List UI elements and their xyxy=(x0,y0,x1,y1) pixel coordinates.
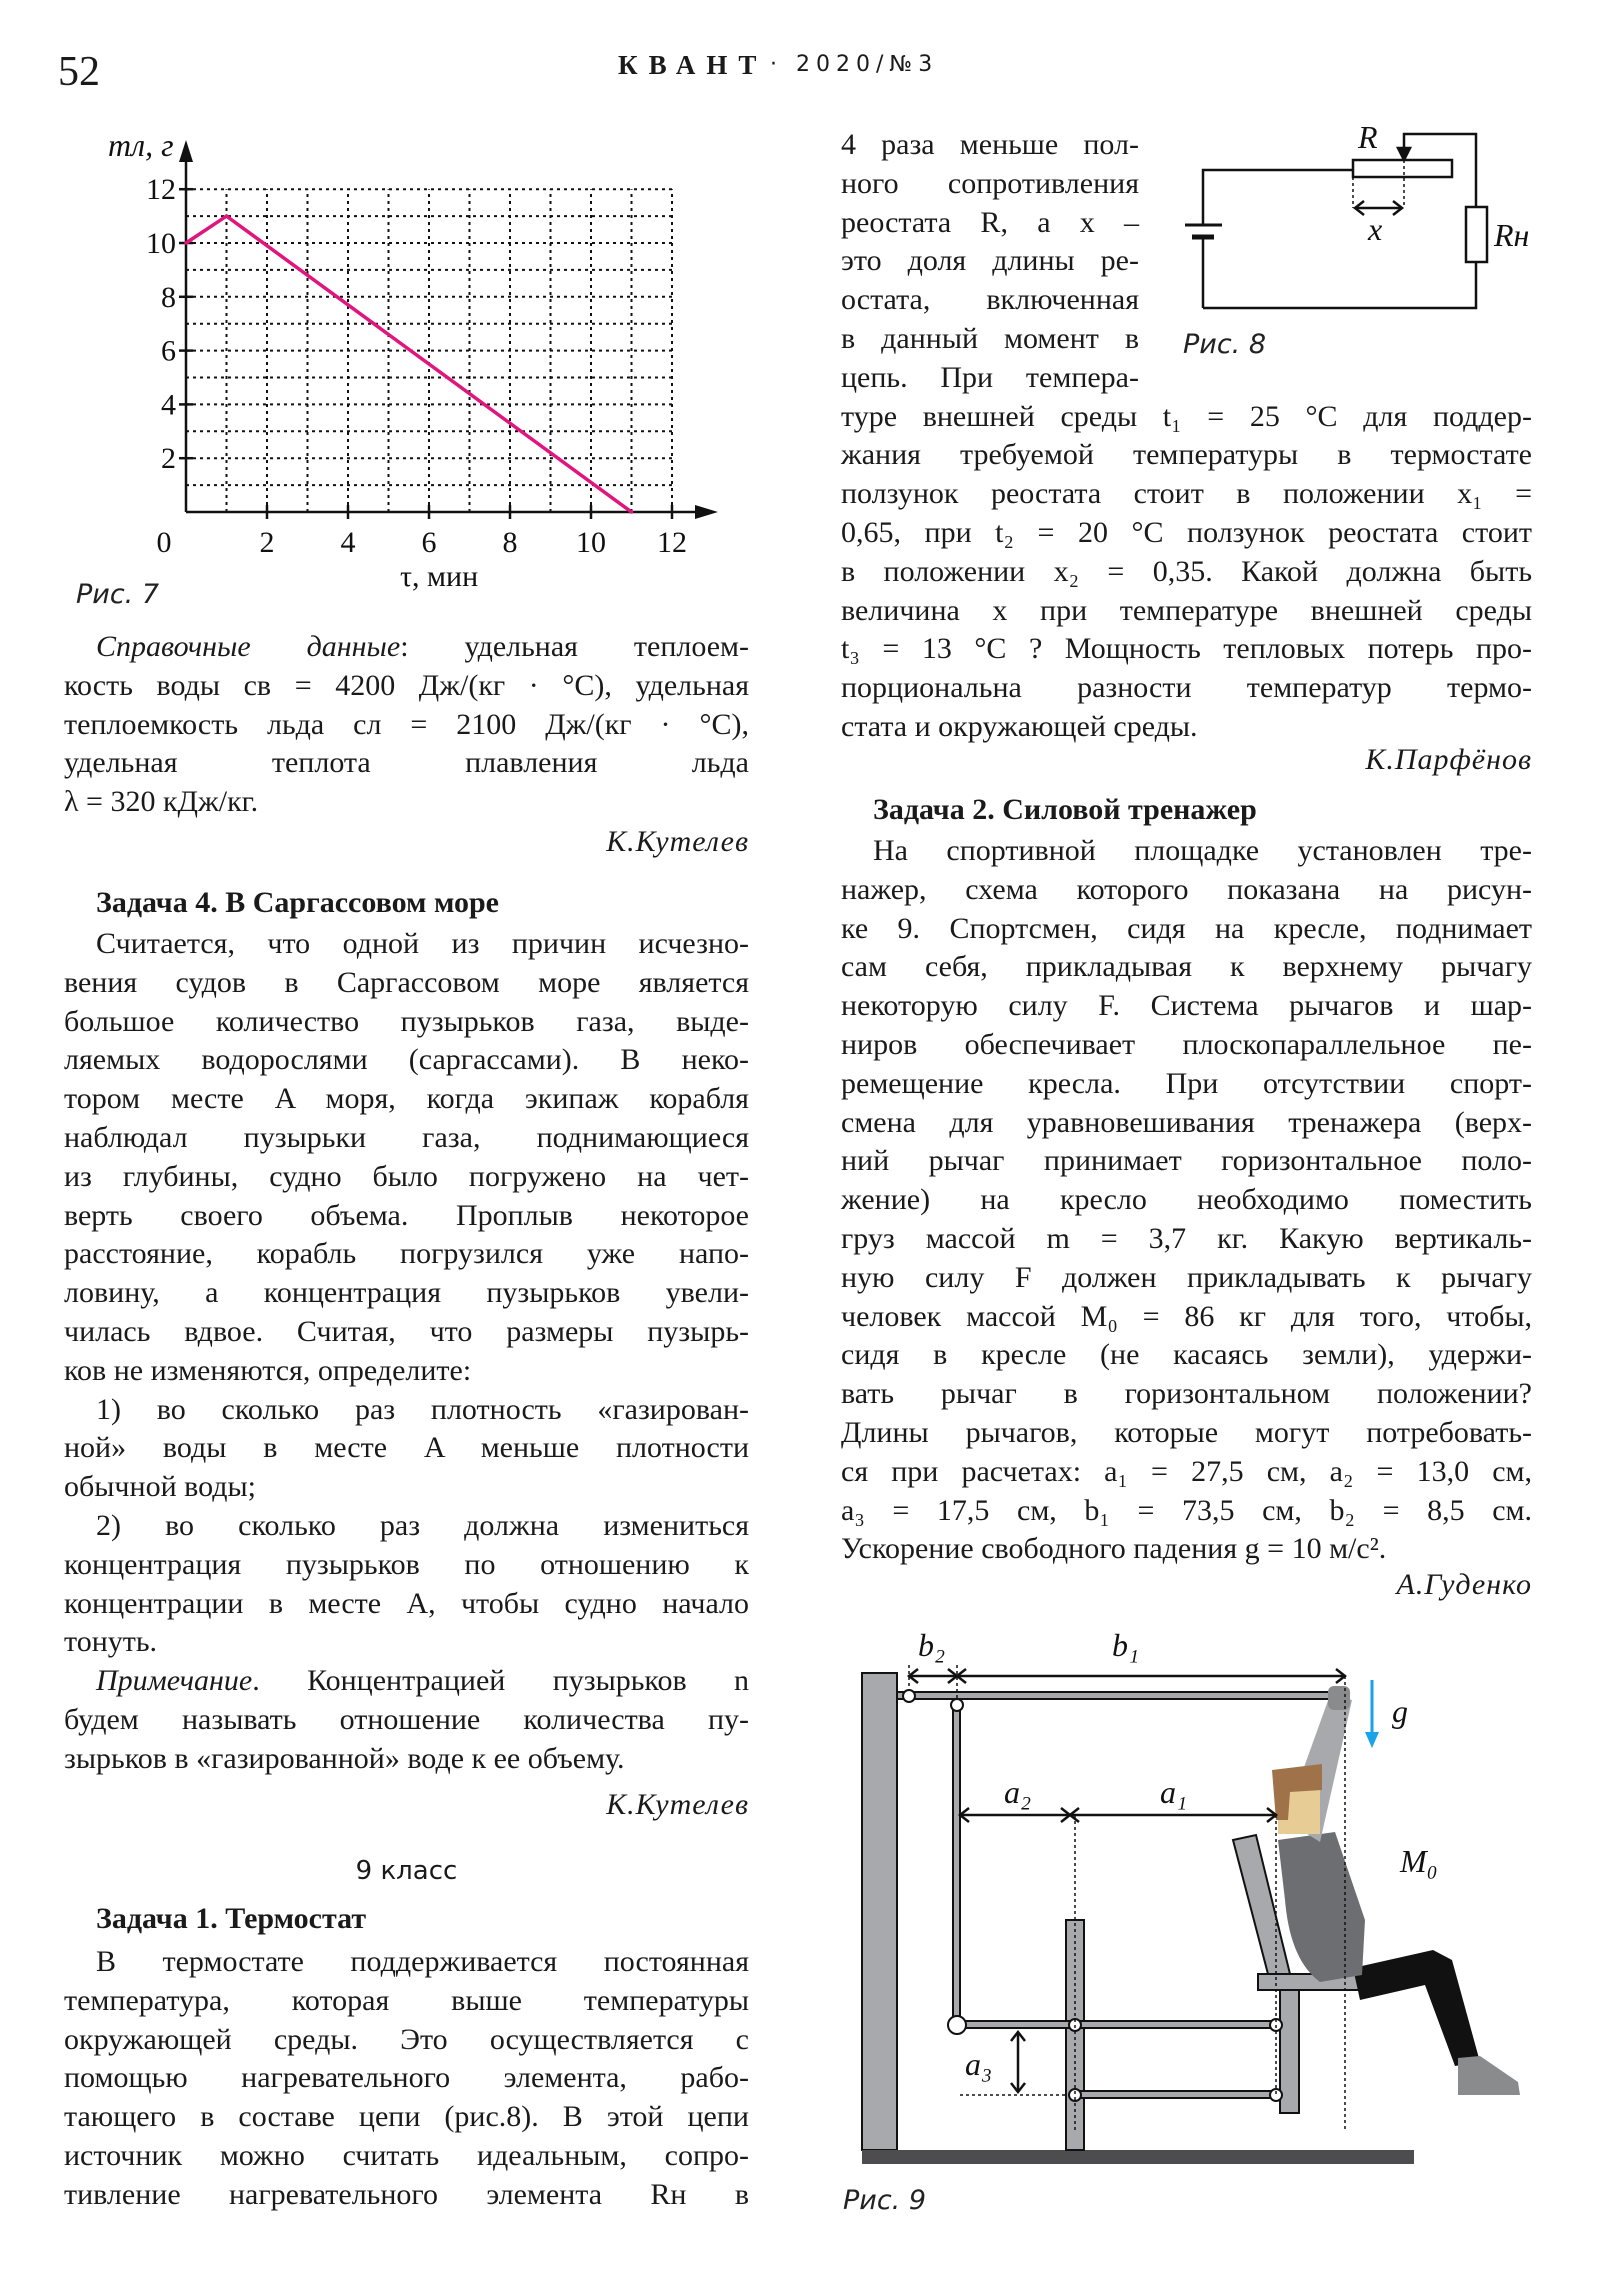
x-axis-arrow-icon xyxy=(695,505,718,519)
text-line: ной» воды в месте A меньше плотности xyxy=(64,1431,749,1465)
y-tick-label: 8 xyxy=(161,280,176,314)
label-b1: b₁ xyxy=(1112,1627,1140,1663)
x-tick-label: 6 xyxy=(421,526,437,559)
x-tick-label: 4 xyxy=(340,526,356,559)
x-tick-label: 8 xyxy=(502,526,518,559)
text-line: Ускорение свободного падения g = 10 м/с². xyxy=(841,1532,1387,1566)
line-rest: : удельная теплоем- xyxy=(400,630,750,663)
text-line: обычной воды; xyxy=(64,1470,256,1504)
text-line: вать рычаг в горизонтальном положении? xyxy=(841,1377,1532,1411)
series-vertex xyxy=(630,510,634,514)
text-line: a₃ = 17,5 см, b₁ = 73,5 см, b₂ = 8,5 см. xyxy=(841,1493,1532,1527)
reference-data xyxy=(64,628,749,822)
text-line: большое количество пузырьков газа, выде- xyxy=(64,1004,749,1038)
label-a2: a₂ xyxy=(1004,1774,1032,1810)
bottom-lever xyxy=(1075,2091,1276,2098)
text-line: тором месте A моря, когда экипаж корабля xyxy=(64,1082,749,1116)
label-x: x xyxy=(1368,211,1383,247)
text-line: стата и окружающей среды. xyxy=(841,709,1198,743)
text-line: Длины рычагов, которые могут потребовать- xyxy=(841,1415,1532,1449)
pivot-wall xyxy=(903,1690,915,1702)
text-line: в положении x₂ = 0,35. Какой должна быть xyxy=(841,554,1532,588)
y-axis-label: mл, г xyxy=(108,127,174,163)
text-line: ляемых водорослями (саргассами). В неко- xyxy=(64,1043,749,1077)
text-line: тающего в составе цепи (рис.8). В этой цепи xyxy=(64,2100,749,2134)
label-a1: a₁ xyxy=(1160,1774,1188,1810)
y-tick-label: 6 xyxy=(161,334,176,368)
gravity-arrow-head-icon xyxy=(1365,1732,1379,1748)
text-line: расстояние, корабль погрузился уже напо- xyxy=(64,1237,749,1271)
task-2-title: Задача 2. Силовой тренажер xyxy=(873,793,1257,826)
series-vertex xyxy=(225,214,229,218)
text-line: кость воды cв = 4200 Дж/(кг · °C), удельная xyxy=(64,668,749,702)
chart-axes xyxy=(179,140,718,519)
text-line: реостата R, а x – xyxy=(841,205,1139,239)
x-tick-label: 10 xyxy=(576,526,606,559)
figure-7-chart xyxy=(76,127,718,610)
text-line: Считается, что одной из причин исчезно- xyxy=(96,927,749,960)
text-line: 2) во сколько раз должна измениться xyxy=(96,1508,749,1542)
person-shoe xyxy=(1458,2056,1520,2095)
text-line: цепь. При темпера- xyxy=(841,360,1139,394)
text-line: порциональна разности температур термо- xyxy=(841,671,1532,705)
text-line: ного сопротивления xyxy=(841,166,1139,200)
text-line: ловину, а концентрация пузырьков увели- xyxy=(64,1276,749,1310)
text-line: груз массой m = 3,7 кг. Какую вертикаль- xyxy=(841,1221,1532,1255)
series-vertex xyxy=(184,241,188,245)
label-M0: M₀ xyxy=(1400,1843,1438,1879)
text-line: удельная теплота плавления льда xyxy=(64,746,749,780)
task-4-title: Задача 4. В Саргассовом море xyxy=(96,886,499,919)
author-parfenov: К.Парфёнов xyxy=(1365,743,1532,776)
label-g: g xyxy=(1392,1693,1408,1729)
text-line: концентрации в месте A, чтобы судно начало xyxy=(64,1586,749,1620)
text-line: помощью нагревательного элемента, рабо- xyxy=(64,2061,749,2095)
text-line: ся при расчетах: a₁ = 27,5 см, a₂ = 13,0 см, xyxy=(841,1454,1532,1488)
pivot-rod-bottom xyxy=(948,2016,966,2034)
task-4-text xyxy=(64,925,749,1779)
text-line xyxy=(64,628,749,667)
label-b2: b₂ xyxy=(918,1627,946,1663)
label-R: R xyxy=(1358,119,1378,155)
task-2-text xyxy=(841,832,1532,1569)
text-line: ков не изменяются, определите: xyxy=(64,1353,472,1387)
text-line: ползунок реостата стоит в положении x₁ = xyxy=(841,477,1532,511)
text-line: 1) во сколько раз плотность «газирован- xyxy=(96,1392,749,1426)
text-line: вения судов в Саргассовом море является xyxy=(64,965,749,999)
text-line: остата, включенная xyxy=(841,283,1139,317)
text-line: тивление нагревательного элемента Rн в xyxy=(64,2177,749,2211)
chart-series xyxy=(184,214,633,514)
x-tick-label: 2 xyxy=(259,526,275,559)
issue-number: · 2020/№3 xyxy=(770,52,939,77)
task-1-title: Задача 1. Термостат xyxy=(96,1902,367,1935)
pivot-top xyxy=(951,1699,963,1711)
person-hand xyxy=(1328,1686,1350,1710)
text-line: В термостате поддерживается постоянная xyxy=(96,1945,749,1978)
italic-lead: Справочные данные xyxy=(96,630,401,663)
figure-7-caption: Рис. 7 xyxy=(76,579,160,610)
x-axis-label: τ, мин xyxy=(400,560,479,593)
text-line: t₃ = 13 °C ? Мощность тепловых потерь про- xyxy=(841,632,1532,666)
person-legs xyxy=(1353,1950,1480,2066)
text-line: теплоемкость льда cл = 2100 Дж/(кг · °C), xyxy=(64,707,749,741)
text-line: это доля длины ре- xyxy=(841,244,1139,278)
text-line: смена для уравновешивания тренажера (верх- xyxy=(841,1105,1532,1139)
text-line: ниров обеспечивает плоскопараллельное пе- xyxy=(841,1027,1532,1061)
line-rest: . Концентрацией пузырьков n xyxy=(252,1664,749,1698)
text-line: температура, которая выше температуры xyxy=(64,1983,749,2017)
text-line: верть своего объема. Проплыв некоторое xyxy=(64,1198,749,1232)
author-kutelev-2: К.Кутелев xyxy=(606,1788,749,1821)
text-line: наблюдал пузырьки газа, поднимающиеся xyxy=(64,1120,749,1154)
y-axis-arrow-icon xyxy=(179,140,193,162)
text-line: некоторую силу F. Система рычагов и шар- xyxy=(841,989,1532,1023)
text-line: нажер, схема которого показана на рисун- xyxy=(841,872,1532,906)
text-line: 0,65, при t₂ = 20 °C ползунок реостата стоит xyxy=(841,515,1532,549)
wall-post xyxy=(862,1673,897,2150)
author-gudenko: А.Гуденко xyxy=(1396,1568,1532,1601)
text-line: ний рычаг принимает горизонтальное поло- xyxy=(841,1144,1532,1178)
y-tick-label: 10 xyxy=(146,227,176,260)
text-line: сам себя, прикладывая к верхнему рычагу xyxy=(841,950,1532,984)
journal-title: КВАНТ xyxy=(618,50,768,80)
task-1-text xyxy=(64,1943,749,2215)
text-line: чилась вдвое. Считая, что размеры пузырь- xyxy=(64,1314,749,1348)
person-torso xyxy=(1278,1832,1365,1982)
text-line: величина x при температуре внешней среды xyxy=(841,593,1532,627)
text-line: ную силу F должен прикладывать к рычагу xyxy=(841,1260,1532,1294)
label-Rn: Rн xyxy=(1494,217,1530,253)
task-1-continued xyxy=(841,126,1532,747)
text-line: сидя в кресле (не касаясь земли), удержи- xyxy=(841,1338,1532,1372)
text-line: жение) на кресло необходимо поместить xyxy=(841,1183,1532,1217)
text-line: будем называть отношение количества пу- xyxy=(64,1702,749,1736)
text-line: ке 9. Спортсмен, сидя на кресле, поднимает xyxy=(841,911,1532,945)
text-line: окружающей среды. Это осуществляется с xyxy=(64,2022,749,2056)
text-line: человек массой M₀ = 86 кг для того, чтобы, xyxy=(841,1299,1532,1333)
text-line: источник можно считать идеальным, сопро- xyxy=(64,2138,749,2172)
grade-heading: 9 класс xyxy=(355,1856,458,1886)
label-a3: a₃ xyxy=(965,2046,993,2082)
figure-9-trainer xyxy=(862,1665,1520,2164)
y-tick-label: 4 xyxy=(161,388,176,422)
series-line xyxy=(186,216,632,512)
text-line: в данный момент в xyxy=(841,321,1139,355)
vertical-rod xyxy=(953,1700,960,2025)
floor xyxy=(862,2150,1414,2164)
person-illustration xyxy=(1272,1686,1520,2095)
text-line: ремещение кресла. При отсутствии спорт- xyxy=(841,1066,1532,1100)
text-line: туре внешней среды t₁ = 25 °C для поддер- xyxy=(841,399,1532,433)
text-line: λ = 320 кДж/кг. xyxy=(64,785,259,819)
y-tick-label: 2 xyxy=(161,442,176,476)
italic-lead: Примечание xyxy=(96,1664,253,1698)
middle-lever xyxy=(956,2021,1276,2028)
author-kutelev-1: К.Кутелев xyxy=(606,825,749,858)
x-tick-label: 0 xyxy=(156,526,172,559)
figure-9-caption: Рис. 9 xyxy=(843,2185,927,2216)
figure-8-caption: Рис. 8 xyxy=(1183,329,1267,360)
text-line: из глубины, судно было погружено на чет- xyxy=(64,1159,749,1193)
x-tick-label: 12 xyxy=(657,526,687,559)
y-tick-label: 12 xyxy=(146,173,176,207)
text-line: жания требуемой температуры в термостате xyxy=(841,438,1532,472)
text-line: зырьков в «газированной» воде к ее объему. xyxy=(64,1741,625,1775)
page-number: 52 xyxy=(58,49,100,95)
text-line: тонуть. xyxy=(64,1625,158,1659)
text-line: концентрация пузырьков по отношению к xyxy=(64,1547,749,1581)
text-line xyxy=(64,1662,749,1701)
text-line: 4 раза меньше пол- xyxy=(841,128,1139,161)
text-line: На спортивной площадке установлен тре- xyxy=(873,834,1532,867)
top-lever xyxy=(897,1692,1347,1699)
